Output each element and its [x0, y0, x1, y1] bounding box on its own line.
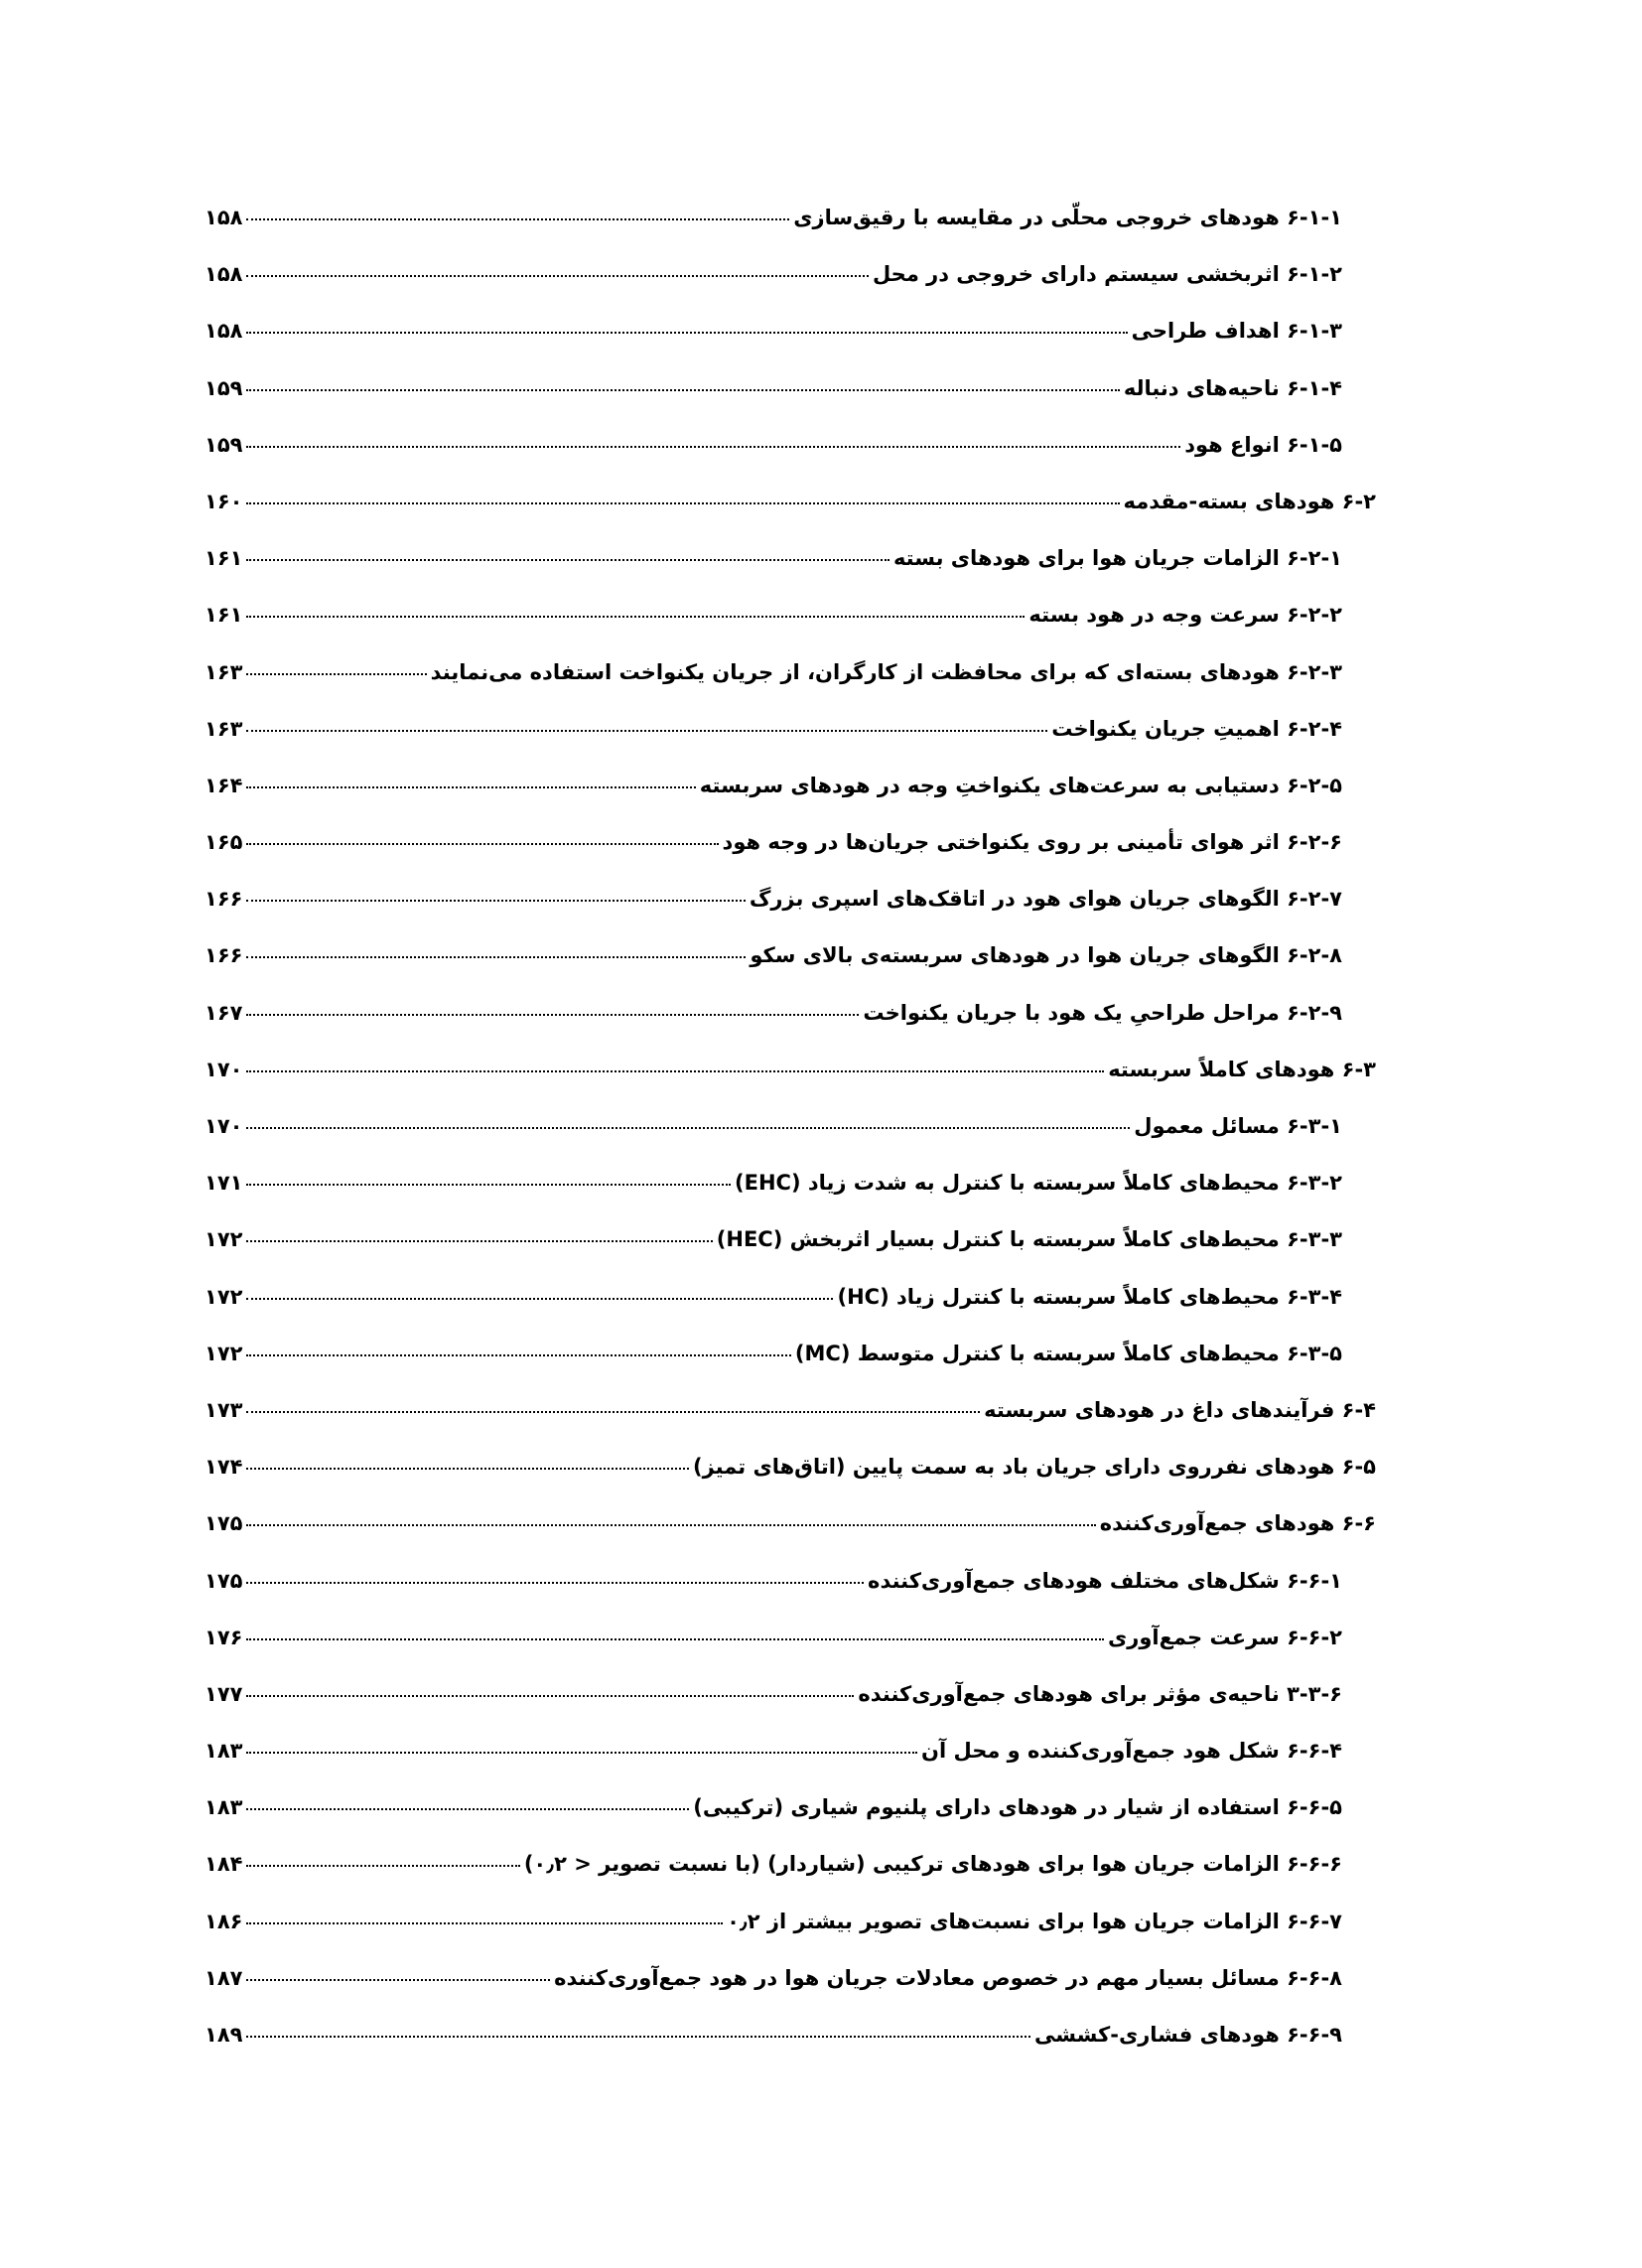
toc-entry-title: ۶-۲-۸ الگوهای جریان هوا در هودهای سربسته‌ی بالای سکو — [750, 943, 1342, 968]
toc-dot-leader — [246, 446, 1180, 448]
toc-dot-leader — [246, 786, 695, 788]
toc-dot-leader — [246, 1752, 917, 1754]
toc-entry[interactable] — [205, 490, 1376, 546]
toc-entry-page-number: ۱۶۷ — [205, 1000, 243, 1025]
toc-entry-title: ۶-۳-۵ محیط‌های کاملاً سربسته با کنترل متوسط (MC) — [794, 1341, 1342, 1365]
toc-entry[interactable] — [205, 1569, 1376, 1626]
toc-entry-title: ۶-۱-۳ اهداف طراحی — [1131, 319, 1342, 344]
toc-dot-leader — [246, 218, 789, 220]
toc-entry-page-number: ۱۸۳ — [205, 1795, 243, 1820]
toc-entry-title: ۶-۶-۶ الزامات جریان هوا برای هودهای ترکیبی (شیاردار) (با نسبت تصویر < ۰٫۲) — [523, 1852, 1342, 1877]
toc-entry[interactable] — [205, 1682, 1376, 1739]
toc-entry[interactable] — [205, 830, 1376, 887]
toc-dot-leader — [246, 1354, 790, 1356]
toc-entry-title: ۶-۱-۴ ناحیه‌های دنباله — [1123, 375, 1342, 400]
toc-dot-leader — [246, 1979, 550, 1981]
toc-entry[interactable] — [205, 887, 1376, 943]
toc-entry-title: ۶-۴ فرآیندهای داغ در هودهای سربسته — [984, 1397, 1376, 1422]
toc-entry[interactable] — [205, 603, 1376, 659]
toc-entry-title: ۶-۲ هودهای بسته-مقدمه — [1123, 489, 1376, 513]
toc-entry-page-number: ۱۷۵ — [205, 1511, 243, 1536]
toc-entry-page-number: ۱۷۵ — [205, 1568, 243, 1593]
toc-dot-leader — [246, 1695, 854, 1697]
toc-entry[interactable] — [205, 1626, 1376, 1682]
toc-entry-title: ۶-۲-۴ اهمیتِ جریان یکنواخت — [1051, 716, 1342, 741]
toc-entry[interactable] — [205, 262, 1376, 319]
toc-entry-title: ۶-۱-۲ اثربخشی سیستم دارای خروجی در محل — [872, 262, 1342, 287]
toc-dot-leader — [246, 1240, 712, 1242]
toc-entry-page-number: ۱۶۱ — [205, 546, 243, 571]
toc-entry-title: ۳-۳-۶ ناحیه‌ی مؤثر برای هودهای جمع‌آوری‌کننده — [858, 1681, 1342, 1706]
toc-dot-leader — [246, 956, 746, 958]
toc-entry[interactable] — [205, 1001, 1376, 1058]
toc-dot-leader — [246, 2036, 1030, 2038]
toc-entry-page-number: ۱۵۸ — [205, 319, 243, 344]
toc-dot-leader — [246, 1468, 689, 1470]
toc-entry[interactable] — [205, 717, 1376, 774]
toc-dot-leader — [246, 900, 745, 902]
toc-entry-title: ۶-۵ هودهای نفرروی دارای جریان باد به سمت پایین (اتاق‌های تمیز) — [692, 1455, 1376, 1480]
toc-dot-leader — [246, 616, 1025, 618]
toc-entry-page-number: ۱۶۰ — [205, 489, 243, 513]
toc-dot-leader — [246, 1865, 519, 1867]
toc-entry[interactable] — [205, 206, 1376, 262]
toc-entry[interactable] — [205, 943, 1376, 1000]
toc-dot-leader — [246, 1411, 980, 1413]
toc-dot-leader — [246, 1298, 833, 1300]
toc-dot-leader — [246, 1582, 864, 1584]
toc-dot-leader — [246, 673, 426, 675]
toc-entry-page-number: ۱۸۳ — [205, 1739, 243, 1764]
toc-entry-title: ۶-۶-۴ شکل هود جمع‌آوری‌کننده و محل آن — [921, 1739, 1342, 1764]
toc-entry[interactable] — [205, 660, 1376, 717]
toc-dot-leader — [246, 389, 1119, 391]
toc-entry-page-number: ۱۷۷ — [205, 1681, 243, 1706]
toc-dot-leader — [246, 332, 1127, 334]
toc-entry-page-number: ۱۷۳ — [205, 1397, 243, 1422]
toc-entry[interactable] — [205, 319, 1376, 375]
toc-entry-title: ۶-۶-۱ شکل‌های مختلف هودهای جمع‌آوری‌کننده — [868, 1568, 1342, 1593]
toc-entry-page-number: ۱۸۶ — [205, 1909, 243, 1933]
toc-entry[interactable] — [205, 1852, 1376, 1909]
toc-entry-title: ۶-۱-۱ هودهای خروجی محلّی در مقایسه با رقیق‌سازی — [793, 206, 1342, 229]
toc-entry[interactable] — [205, 546, 1376, 603]
toc-entry-page-number: ۱۷۰ — [205, 1114, 243, 1138]
toc-entry[interactable] — [205, 1795, 1376, 1852]
toc-entry-title: ۶-۲-۷ الگوهای جریان هوای هود در اتاقک‌های اسپری بزرگ — [749, 887, 1342, 912]
toc-dot-leader — [246, 1524, 1095, 1526]
toc-dot-leader — [246, 730, 1047, 732]
toc-entry[interactable] — [205, 1511, 1376, 1568]
toc-entry-page-number: ۱۷۱ — [205, 1171, 243, 1196]
toc-entry-page-number: ۱۷۲ — [205, 1341, 243, 1365]
toc-dot-leader — [246, 1014, 859, 1016]
toc-entry-title: ۶-۲-۲ سرعت وجه در هود بسته — [1028, 603, 1342, 628]
toc-entry-title: ۶-۲-۵ دستیابی به سرعت‌های یکنواختِ وجه در هودهای سربسته — [699, 773, 1342, 797]
toc-entry-title: ۶-۶-۵ استفاده از شیار در هودهای دارای پلنیوم شیاری (ترکیبی) — [693, 1795, 1342, 1820]
toc-entry-title: ۶-۶-۸ مسائل بسیار مهم در خصوص معادلات جریان هوا در هود جمع‌آوری‌کننده — [554, 1965, 1342, 1990]
toc-entry-page-number: ۱۵۹ — [205, 432, 243, 457]
toc-entry-title: ۶-۲-۹ مراحل طراحیِ یک هود با جریان یکنواخت — [863, 1000, 1342, 1025]
toc-entry-title: ۶-۲-۳ هودهای بسته‌ای که برای محافظت از کارگران، از جریان یکنواخت استفاده می‌نمایند — [430, 659, 1342, 684]
toc-entry-page-number: ۱۶۶ — [205, 943, 243, 968]
toc-entry-title: ۶-۲-۶ اثر هوای تأمینی بر روی یکنواختی جریان‌ها در وجه هود — [722, 830, 1342, 855]
toc-dot-leader — [246, 1922, 723, 1924]
toc-entry[interactable] — [205, 1739, 1376, 1795]
toc-entry[interactable] — [205, 1910, 1376, 1966]
toc-entry[interactable] — [205, 1227, 1376, 1284]
toc-dot-leader — [246, 1638, 1104, 1640]
toc-entry-page-number: ۱۸۷ — [205, 1965, 243, 1990]
toc-entry-title: ۶-۶ هودهای جمع‌آوری‌کننده — [1099, 1511, 1376, 1536]
toc-entry-page-number: ۱۷۲ — [205, 1227, 243, 1252]
toc-entry-page-number: ۱۸۴ — [205, 1852, 243, 1877]
toc-entry-page-number: ۱۶۵ — [205, 830, 243, 855]
toc-entry[interactable] — [205, 1966, 1376, 2023]
toc-entry-title: ۶-۱-۵ انواع هود — [1184, 432, 1342, 457]
toc-entry-title: ۶-۶-۲ سرعت جمع‌آوری — [1108, 1625, 1342, 1649]
toc-dot-leader — [246, 1127, 1130, 1129]
toc-dot-leader — [246, 1070, 1104, 1072]
toc-entry-title: ۶-۳-۳ محیط‌های کاملاً سربسته با کنترل بسیار اثربخش (HEC) — [716, 1227, 1342, 1252]
toc-entry-title: ۶-۳ هودهای کاملاً سربسته — [1108, 1057, 1376, 1081]
toc-entry-title: ۶-۳-۲ محیط‌های کاملاً سربسته با کنترل به شدت زیاد (EHC) — [734, 1171, 1342, 1196]
toc-entry-title: ۶-۶-۹ هودهای فشاری-کششی — [1034, 2023, 1342, 2047]
toc-entry-title: ۶-۲-۱ الزامات جریان هوا برای هودهای بسته — [892, 546, 1342, 571]
toc-entry-page-number: ۱۵۹ — [205, 375, 243, 400]
toc-entry[interactable] — [205, 1455, 1376, 1511]
toc-entry-page-number: ۱۶۳ — [205, 659, 243, 684]
toc-entry[interactable] — [205, 1342, 1376, 1398]
toc-entry-page-number: ۱۷۶ — [205, 1625, 243, 1649]
toc-dot-leader — [246, 843, 718, 845]
toc-entry[interactable] — [205, 1171, 1376, 1227]
toc-entry[interactable] — [205, 1114, 1376, 1171]
toc-dot-leader — [246, 559, 889, 561]
toc-entry-page-number: ۱۶۱ — [205, 603, 243, 628]
toc-entry-page-number: ۱۶۶ — [205, 887, 243, 912]
toc-dot-leader — [246, 502, 1119, 504]
toc-entry-title: ۶-۳-۱ مسائل معمول — [1134, 1114, 1342, 1138]
toc-entry-page-number: ۱۷۴ — [205, 1455, 243, 1480]
toc-dot-leader — [246, 275, 868, 277]
toc-entry[interactable] — [205, 433, 1376, 490]
toc-entry[interactable] — [205, 1398, 1376, 1455]
toc-entry[interactable] — [205, 1285, 1376, 1342]
toc-entry-title: ۶-۳-۴ محیط‌های کاملاً سربسته با کنترل زیاد (HC) — [837, 1284, 1342, 1309]
toc-dot-leader — [246, 1808, 689, 1810]
toc-entry[interactable] — [205, 376, 1376, 433]
toc-entry-page-number: ۱۸۹ — [205, 2023, 243, 2047]
toc-entry-page-number: ۱۵۸ — [205, 262, 243, 287]
toc-dot-leader — [246, 1184, 731, 1186]
toc-entry-page-number: ۱۶۳ — [205, 716, 243, 741]
toc-entry[interactable] — [205, 2023, 1376, 2079]
toc-entry-page-number: ۱۶۴ — [205, 773, 243, 797]
toc-entry-page-number: ۱۷۲ — [205, 1284, 243, 1309]
toc-entry-page-number: ۱۷۰ — [205, 1057, 243, 1081]
toc-entry[interactable] — [205, 1058, 1376, 1114]
toc-entry-page-number: ۱۵۸ — [205, 206, 243, 229]
toc-entry[interactable] — [205, 774, 1376, 830]
table-of-contents — [205, 206, 1376, 2079]
toc-entry-title: ۶-۶-۷ الزامات جریان هوا برای نسبت‌های تصویر بیشتر از ۰٫۲ — [727, 1909, 1342, 1933]
